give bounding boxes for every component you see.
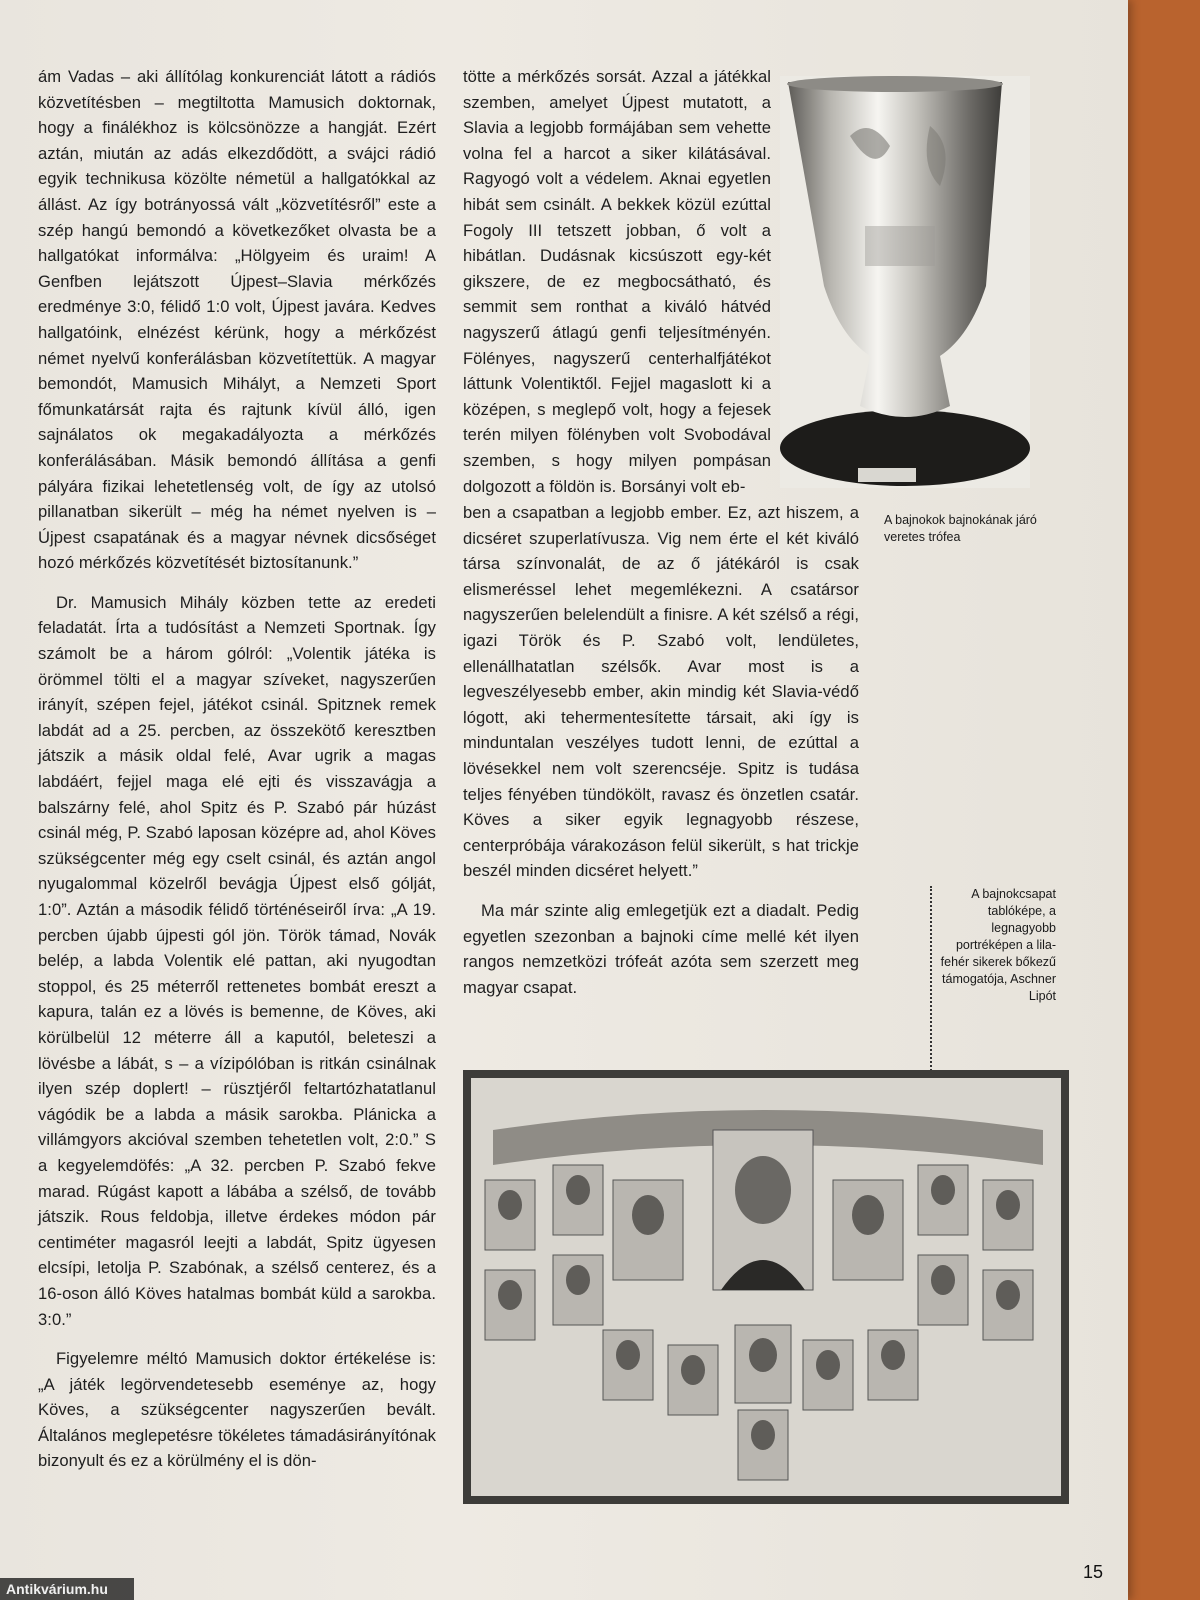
team-tableau-photo xyxy=(463,1070,1069,1504)
paragraph: Figyelemre méltó Mamusich doktor értékelése is: „A játék legörvendetesebb eseménye az, hogy Köves, a szükségcenter nagyszerűen bevált. Általános meglepetésre tökéletes támadásirányítónak bizonyult és ez a körülmény el is dön- xyxy=(38,1349,436,1471)
trophy-photo xyxy=(780,76,1030,488)
paragraph: Dr. Mamusich Mihály közben tette az eredeti feladatát. Írta a tudósítást a Nemzeti Sportnak. Így számolt be a három gólról: „Volentik játéka is örömmel tölti el a magyar szíveket, nagyszerűen irányít, szépen fejel, játékot csinál. Spitznek remek labdát ad a 25. percben, az összekötő keresztben játszik a másik oldal felé, Avar ugrik a magas labdáért, fejjel maga elé ejti és visszavágja a balszárny felé, ahol Spitz és P. Szabó pár húzást csinál még, P. Szabó laposan középre ad, ahol Köves szükségcenter még egy cselt csinál, és aztán angol nyugalommal közelről bevágja Újpest első gólját, 1:0”. Aztán a második félidő történéseiről írva: „A 19. percben újabb újpesti gól jön. Török támad, Novák belép, a labda Volentik elé pattan, aki nyugodtan stoppol, és 25 méterről rettenetes bombát ereszt a kapura, talán ez a lövés is bemenne, de Köves, aki körülbelül 12 méterre áll a kaputól, beleteszi a lövésbe a lábát, s – a vízipólóban is ritkán csinálnak ilyen szép doplert! – rüsztjéről feltartózhatatlanul vágódik be a labda a másik sarokba. Plánicka a villámgyors akcióval szemben tehetetlen volt, 2:0.” S a kegyelemdöfés: „A 32. percben P. Szabó fekve marad. Rúgást kapott a lábába a szélső, de tovább játszik. Rous feldobja, illetve érdekes módon pár centiméter magasról leejti a labdát, Spitz ügyesen elcsípi, letolja P. Szabónak, a szélső centerez, és a 16-oson álló Köves hatalmas bombát küld a sarokba. 3:0.” xyxy=(38,592,436,1329)
trophy-caption: A bajnokok bajnokának járó veretes trófea xyxy=(884,513,1037,544)
paragraph: Ma már szinte alig emlegetjük ezt a diadalt. Pedig egyetlen szezonban a bajnoki címe mellé két ilyen rangos nemzetközi trófeát azóta sem szerzett meg magyar csapat. xyxy=(463,900,859,997)
text-column-right-lower xyxy=(463,500,859,1000)
paragraph: ám Vadas – aki állítólag konkurenciát látott a rádiós közvetítésben – megtiltotta Mamusich doktornak, hogy a finálékhoz is kölcsönözze a hangját. Ezért aztán, miután az adás elkezdődött, a svájci rádió egyik technikusa közölte németül a hallgatókkal az állást. Az így botrányossá vált „közvetítésről” este a szép hangú bemondó a következőket olvasta be a hallgatókat informálva: „Hölgyeim és uraim! A Genfben lejátszott Újpest–Slavia mérkőzés eredménye 3:0, félidő 1:0 volt, Újpest javára. Kedves hallgatóink, elnézést kérünk, hogy a mérkőzést német nyelvű konferálásban közvetítettük. A magyar bemondót, Mamusich Mihályt, a Nemzeti Sport főmunkatársát rajta és rajtunk kívül álló, igen sajnálatos ok megakadályozta a mérkőzés konferálásában. Másik bemondó állítása a genfi pályára fizikai lehetetlenség volt, de így az utolsó pillanatban sikerült – még ha német nyelven is – Újpest csapatának és a magyar névnek dicsőséget hozó mérkőzés közvetítését biztosítanunk.” xyxy=(38,67,436,573)
paragraph: ben a csapatban a legjobb ember. Ez, azt hiszem, a dicséret szuperlatívusza. Vig nem érte el két kiváló társa színvonalát, de az ő játékáról is csak elismeréssel lehet megemlékezni. A csatársor nagyszerűen belelendült a finisre. A két szélső a régi, igazi Török és P. Szabó volt, lendületes, ellenállhatatlan szélsők. Avar most is a legveszélyesebb ember, akin mindig két Slavia-védő lógott, aki tehermentesítette társait, aki így is minduntalan veszélyes tudott lenni, de ezúttal a lövésekkel nem volt szerencséje. Spitz is tudása teljes fényében tündökölt, ravasz és önzetlen csatár. Köves a siker egyik legnagyobb részese, centerpróbája várakozáson felül sikerült, s hat trickje beszél minden dicséret helyett.” xyxy=(463,503,859,881)
page-number: 15 xyxy=(1083,1562,1104,1582)
watermark: Antikvárium.hu xyxy=(0,1578,134,1600)
text-column-right-upper xyxy=(463,64,771,499)
paragraph: tötte a mérkőzés sorsát. Azzal a játékkal szemben, amelyet Újpest mutatott, a Slavia a legjobb formájában sem vehette volna fel a harcot a siker kilátásával. Ragyogó volt a védelem. Aknai egyetlen hibát sem csinált. A bekkek közül ezúttal Fogoly III tetszett jobban, ő volt a hibátlan. Dudásnak kicsúszott egy-két gikszere, de ez megbocsátható, és semmit sem ronthat a kiváló hátvéd nagyszerű átlagú genfi teljesítményén. Fölényes, nagyszerű centerhalfjátékot láttunk Volentiktől. Fejjel magaslott ki a középen, s meglepő volt, hogy a fejesek terén milyen fölényben volt Svobodával szemben, s hogy milyen pompásan dolgozott a földön is. Borsányi volt eb- xyxy=(463,67,771,496)
text-column-left xyxy=(38,64,436,1474)
team-photo-caption: A bajnokcsapat tablóképe, a legnagyobb portréképen a lila-fehér sikerek bőkezű támogatója, Aschner Lipót xyxy=(940,887,1056,1003)
